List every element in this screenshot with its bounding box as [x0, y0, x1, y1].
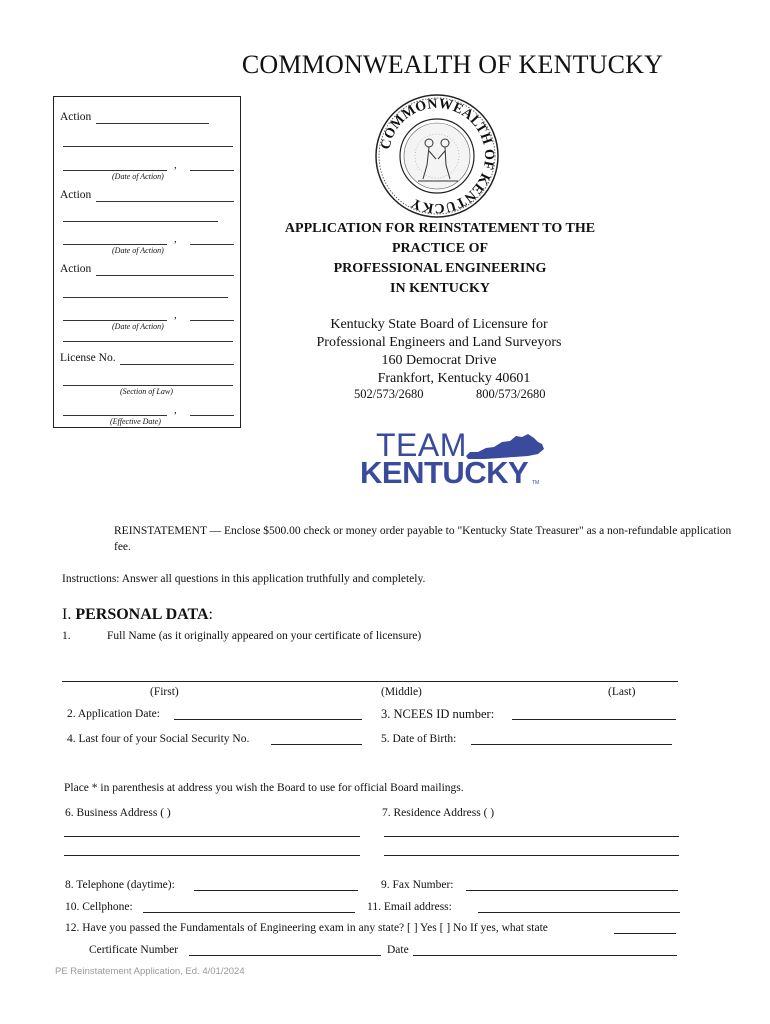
business-address-line-2[interactable]: [64, 855, 360, 856]
q4-label: 4. Last four of your Social Security No.: [67, 733, 250, 745]
separator-line: [63, 341, 233, 342]
q7-label: 7. Residence Address ( ): [382, 807, 495, 819]
business-address-line-1[interactable]: [64, 836, 360, 837]
date-line-1[interactable]: [63, 170, 167, 171]
team-kentucky-logo: [360, 428, 550, 488]
section-line[interactable]: [63, 385, 233, 386]
residence-address-line-2[interactable]: [384, 855, 679, 856]
certificate-number-field[interactable]: [189, 955, 381, 956]
phone-numbers: [354, 387, 545, 402]
effective-year-line[interactable]: [190, 415, 234, 416]
application-title-line-1: APPLICATION FOR REINSTATEMENT TO THE: [284, 221, 596, 236]
effective-date-line[interactable]: [63, 415, 167, 416]
cellphone-field[interactable]: [143, 912, 355, 913]
board-line-4: Frankfort, Kentucky 40601: [377, 371, 531, 386]
telephone-field[interactable]: [194, 890, 358, 891]
logo-tm: TM: [532, 480, 540, 486]
board-line-2: Professional Engineers and Land Surveyors: [316, 335, 562, 350]
phone-1: 502/573/2680: [354, 387, 424, 401]
date-of-action-caption-1: (Date of Action): [112, 172, 164, 181]
q10-label: 10. Cellphone:: [65, 901, 133, 913]
instructions: Instructions: Answer all questions in this application truthfully and completely.: [62, 573, 426, 585]
application-title-line-3: PROFESSIONAL ENGINEERING: [333, 261, 547, 276]
date-line-2[interactable]: [63, 244, 167, 245]
q12-label: 12. Have you passed the Fundamentals of Engineering exam in any state? [ ] Yes [ ] No If yes, what state: [65, 922, 548, 934]
section-colon: :: [208, 606, 213, 623]
comma-3: ,: [174, 309, 177, 321]
license-no-line[interactable]: [120, 364, 234, 365]
comma-1: ,: [174, 159, 177, 171]
effective-date-caption: (Effective Date): [110, 417, 161, 426]
board-line-1: Kentucky State Board of Licensure for: [330, 317, 548, 332]
fax-number-field[interactable]: [466, 890, 678, 891]
q1-number: 1.: [62, 630, 71, 642]
application-title-line-4: IN KENTUCKY: [390, 281, 490, 296]
residence-address-line-1[interactable]: [384, 836, 679, 837]
application-title: [260, 219, 620, 299]
logo-team-text: TEAM: [376, 427, 467, 463]
first-caption: (First): [150, 686, 179, 698]
official-use-box: [53, 96, 241, 428]
section-of-law-caption: (Section of Law): [120, 387, 173, 396]
q2-label: 2. Application Date:: [67, 708, 160, 720]
q8-label: 8. Telephone (daytime):: [65, 879, 175, 891]
action-label-3: Action: [60, 263, 92, 275]
logo-kentucky-text: KENTUCKY: [360, 455, 529, 490]
q9-label: 9. Fax Number:: [381, 879, 454, 891]
page-title: COMMONWEALTH OF KENTUCKY: [241, 50, 664, 79]
action-line-1[interactable]: [96, 123, 209, 124]
date-of-action-caption-3: (Date of Action): [112, 322, 164, 331]
date-of-birth-field[interactable]: [471, 744, 672, 745]
full-name-line[interactable]: [62, 681, 678, 682]
year-line-3[interactable]: [190, 320, 234, 321]
fe-date-field[interactable]: [413, 955, 677, 956]
kentucky-seal-icon: [374, 93, 500, 219]
q6-label: 6. Business Address ( ): [65, 807, 171, 819]
comma-2: ,: [174, 233, 177, 245]
year-line-2[interactable]: [190, 244, 234, 245]
seal-text: COMMONWEALTH OF KENTUCKY: [378, 96, 497, 216]
action-line-3b[interactable]: [63, 297, 228, 298]
board-address: [278, 316, 600, 388]
action-line-2[interactable]: [96, 201, 234, 202]
last-caption: (Last): [608, 686, 636, 698]
comma-4: ,: [174, 404, 177, 416]
fe-state-field[interactable]: [614, 933, 676, 934]
board-line-3: 160 Democrat Drive: [381, 353, 497, 368]
phone-2: 800/573/2680: [476, 387, 546, 401]
ncees-id-field[interactable]: [512, 719, 676, 720]
footer-edition: PE Reinstatement Application, Ed. 4/01/2024: [55, 966, 245, 977]
date-line-3[interactable]: [63, 320, 167, 321]
license-no-label: License No.: [60, 352, 116, 364]
q1-label: Full Name (as it originally appeared on your certificate of licensure): [107, 630, 422, 642]
q5-label: 5. Date of Birth:: [381, 733, 457, 745]
q3-label: 3. NCEES ID number:: [381, 707, 495, 721]
fe-date-label: Date: [387, 944, 409, 956]
action-line-1b[interactable]: [63, 146, 233, 147]
ssn-last-four-field[interactable]: [271, 744, 362, 745]
application-date-field[interactable]: [174, 719, 362, 720]
action-line-2b[interactable]: [63, 221, 218, 222]
application-title-line-2: PRACTICE OF: [391, 241, 489, 256]
year-line-1[interactable]: [190, 170, 234, 171]
reinstatement-note: REINSTATEMENT — Enclose $500.00 check or money order payable to "Kentucky State Treasurer" as a non-refundable application fee.: [114, 525, 732, 553]
certificate-number-label: Certificate Number: [89, 944, 179, 956]
q11-label: 11. Email address:: [367, 901, 452, 913]
section-title: PERSONAL DATA: [75, 606, 209, 623]
action-label-2: Action: [60, 189, 92, 201]
section-number: I.: [62, 606, 72, 623]
section-heading: [62, 606, 213, 624]
date-of-action-caption-2: (Date of Action): [112, 246, 164, 255]
action-line-3[interactable]: [96, 275, 234, 276]
mailing-note: Place * in parenthesis at address you wish the Board to use for official Board mailings.: [64, 782, 464, 794]
action-label-1: Action: [60, 111, 92, 123]
middle-caption: (Middle): [381, 686, 422, 698]
email-field[interactable]: [478, 912, 680, 913]
